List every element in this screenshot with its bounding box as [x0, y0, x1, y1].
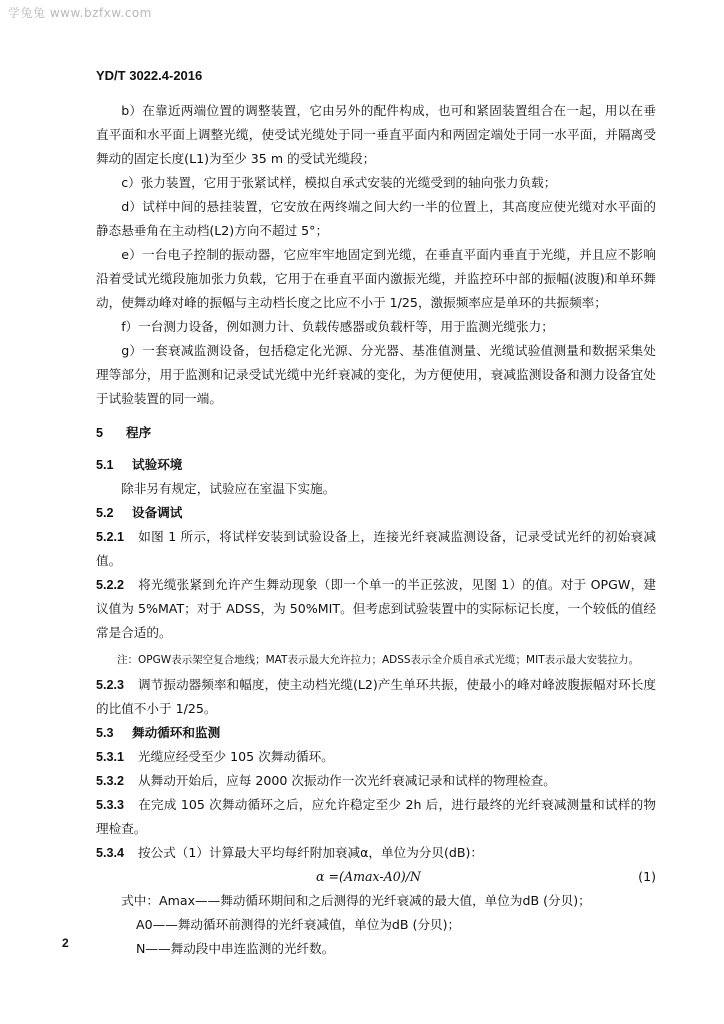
formula-expression: α =(Amax-A0)/N [316, 869, 421, 884]
item-f: f）一台测力设备，例如测力计、负载传感器或负载杆等，用于监测光缆张力； [121, 319, 554, 334]
standard-number: YD/T 3022.4-2016 [96, 68, 203, 83]
subsection-title: 试验环境 [132, 457, 183, 472]
subsection-number: 5.2 [96, 506, 114, 520]
clause-text: 如图 1 所示，将试样安装到试验设备上，连接光纤衰减监测设备，记录受试光纤的初始衰减值。 [96, 529, 656, 568]
page-number: 2 [62, 936, 69, 950]
section-5-1-text: 除非另有规定，试验应在室温下实施。 [121, 481, 336, 496]
formula [96, 865, 656, 889]
watermark: 学兔兔 www.bzfxw.com [8, 6, 152, 20]
section-5-1-heading [96, 453, 656, 477]
subsection-title: 设备调试 [132, 505, 183, 520]
where-amax [96, 889, 656, 913]
clause-5-3-2 [96, 769, 656, 793]
section-number: 5 [96, 426, 104, 440]
item-c: c）张力装置，它用于张紧试样，模拟自承式安装的光缆受到的轴向张力负载； [121, 175, 557, 190]
item-g: g）一套衰减监测设备，包括稳定化光源、分光器、基准值测量、光缆试验值测量和数据采集处理等部分，用于监测和记录受试光缆中光纤衰减的变化，为方便使用，衰减监测设备和测力设备宜处于试验装置的同一端。 [96, 343, 656, 406]
subsection-number: 5.3 [96, 726, 114, 740]
definition-text: Amax——舞动循环期间和之后测得的光纤衰减的最大值，单位为dB (分贝)； [158, 893, 591, 908]
section-5-heading [96, 421, 656, 445]
clause-5-2-3 [96, 673, 656, 721]
clause-text: 从舞动开始后，应每 2000 次振动作一次光纤衰减记录和试样的物理检查。 [138, 773, 556, 788]
item-d: d）试样中间的悬挂装置，它安放在两终端之间大约一半的位置上，其高度应使光缆对水平面的静态悬垂角在主动档(L2)方向不超过 5°； [96, 199, 656, 238]
where-n: N——舞动段中串连监测的光纤数。 [136, 941, 335, 956]
clause-number: 5.2.1 [96, 530, 125, 544]
item-e: e）一台电子控制的振动器，它应牢牢地固定到光缆，在垂直平面内垂直于光缆，并且应不影响沿着受试光缆段施加张力负载，它用于在垂直平面内激振光缆，并监控环中部的振幅(波腹)和单环舞动，使舞动峰对峰的振幅与主动档长度之比应不小于 1/25，激振频率应是单环的共振频率； [96, 247, 656, 310]
clause-text: 按公式（1）计算最大平均每纤附加衰减α，单位为分贝(dB)： [138, 845, 484, 860]
clause-5-3-1 [96, 745, 656, 769]
where-intro: 式中： [121, 893, 159, 908]
clause-5-2-2 [96, 573, 656, 645]
item-b: b）在靠近两端位置的调整装置，它由另外的配件构成，也可和紧固装置组合在一起，用以在垂直平面和水平面上调整光缆，使受试光缆处于同一垂直平面内和两固定端处于同一水平面，并隔离受舞动的固定长度(L1)为至少 35 m 的受试光缆段； [96, 103, 656, 166]
section-5-3-heading [96, 721, 656, 745]
clause-number: 5.3.1 [96, 750, 125, 764]
subsection-number: 5.1 [96, 458, 114, 472]
where-a0: A0——舞动循环前测得的光纤衰减值，单位为dB (分贝)； [136, 917, 461, 932]
clause-number: 5.3.3 [96, 798, 125, 812]
clause-5-2-1 [96, 525, 656, 573]
clause-text: 光缆应经受至少 105 次舞动循环。 [138, 749, 334, 764]
clause-number: 5.2.3 [96, 678, 125, 692]
document-body [96, 99, 656, 961]
clause-text: 调节振动器频率和幅度，使主动档光缆(L2)产生单环共振，使最小的峰对峰波腹振幅对环长度的比值不小于 1/25。 [96, 677, 656, 716]
clause-text: 将光缆张紧到允许产生舞动现象（即一个单一的半正弦波，见图 1）的值。对于 OPGW，建议值为 5%MAT；对于 ADSS，为 50%MIT。但考虑到试验装置中的实际标记长度，一个较低的值经常是合适的。 [96, 577, 656, 640]
note: 注：OPGW表示架空复合地线；MAT表示最大允许拉力；ADSS表示全介质自承式光缆；MIT表示最大安装拉力。 [117, 654, 640, 666]
section-title: 程序 [126, 425, 152, 440]
section-5-2-heading [96, 501, 656, 525]
subsection-title: 舞动循环和监测 [132, 725, 221, 740]
clause-5-3-3 [96, 793, 656, 841]
formula-number: (1) [638, 869, 656, 884]
clause-number: 5.3.4 [96, 846, 125, 860]
clause-5-3-4 [96, 841, 656, 865]
clause-text: 在完成 105 次舞动循环之后，应允许稳定至少 2h 后，进行最终的光纤衰减测量和试样的物理检查。 [96, 797, 656, 836]
clause-number: 5.2.2 [96, 578, 125, 592]
clause-number: 5.3.2 [96, 774, 125, 788]
